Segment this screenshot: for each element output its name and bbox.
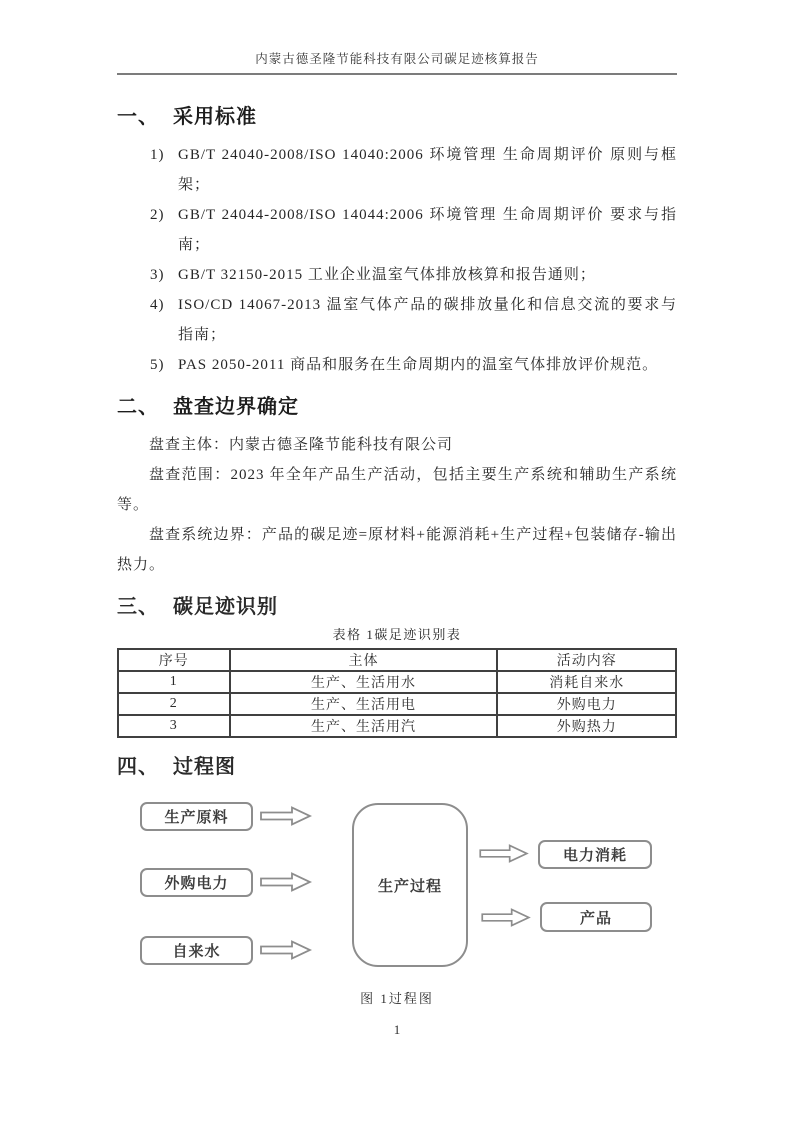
arrow-right-icon <box>481 908 531 927</box>
list-item <box>117 350 677 380</box>
output-box-electricity-consumption: 电力消耗 <box>538 840 652 869</box>
table-row <box>118 715 676 737</box>
list-item <box>117 140 677 200</box>
paragraph-system-boundary: 盘查系统边界：产品的碳足迹=原材料+能源消耗+生产过程+包装储存-输出热力。 <box>117 527 677 573</box>
paragraph-inventory-subject: 盘查主体：内蒙古德圣隆节能科技有限公司 <box>149 437 454 453</box>
input-box-purchased-electricity: 外购电力 <box>140 868 253 897</box>
section-heading-boundary <box>117 394 677 420</box>
table-row <box>118 671 676 693</box>
list-item <box>117 290 677 350</box>
figure-caption: 图 1过程图 <box>360 991 434 1006</box>
section-number: 一、 <box>117 106 159 128</box>
cell-index: 2 <box>118 693 230 715</box>
cell-activity: 外购热力 <box>497 715 676 737</box>
section-number: 二、 <box>117 396 159 418</box>
document-body <box>117 96 677 780</box>
section-title: 采用标准 <box>173 106 257 128</box>
list-item-number: 2) <box>150 207 165 223</box>
input-box-raw-materials: 生产原料 <box>140 802 253 831</box>
list-item-text: PAS 2050-2011 商品和服务在生命周期内的温室气体排放评价规范。 <box>178 357 659 373</box>
page-header <box>117 51 677 75</box>
cell-subject: 生产、生活用水 <box>230 671 498 693</box>
list-item-number: 5) <box>150 357 165 373</box>
table-caption: 表格 1碳足迹识别表 <box>332 627 462 642</box>
list-item <box>117 200 677 260</box>
header-title: 内蒙古德圣隆节能科技有限公司碳足迹核算报告 <box>255 52 539 66</box>
table-header-row <box>118 649 676 671</box>
arrow-right-icon <box>260 940 312 960</box>
arrow-right-icon <box>260 806 312 826</box>
cell-subject: 生产、生活用电 <box>230 693 498 715</box>
list-item-number: 3) <box>150 267 165 283</box>
section-title: 盘查边界确定 <box>173 396 299 418</box>
col-header-activity: 活动内容 <box>497 649 676 671</box>
arrow-right-icon <box>260 872 312 892</box>
carbon-footprint-table <box>117 648 677 738</box>
section-number: 四、 <box>117 756 159 778</box>
standards-list <box>117 140 677 380</box>
section-title: 过程图 <box>173 756 236 778</box>
arrow-right-icon <box>479 844 529 863</box>
list-item-number: 4) <box>150 297 165 313</box>
input-box-tap-water: 自来水 <box>140 936 253 965</box>
output-box-product: 产品 <box>540 902 652 932</box>
list-item-text: GB/T 24040-2008/ISO 14040:2006 环境管理 生命周期评价 原则与框架； <box>178 147 677 193</box>
list-item-number: 1) <box>150 147 165 163</box>
section-number: 三、 <box>117 596 159 618</box>
cell-index: 1 <box>118 671 230 693</box>
col-header-index: 序号 <box>118 649 230 671</box>
list-item-text: GB/T 32150-2015 工业企业温室气体排放核算和报告通则； <box>178 267 596 283</box>
page-number: 1 <box>393 1022 401 1037</box>
paragraph-inventory-scope: 盘查范围：2023 年全年产品生产活动，包括主要生产系统和辅助生产系统等。 <box>117 467 677 513</box>
process-box-production: 生产过程 <box>352 803 468 967</box>
section-heading-identification <box>117 594 677 620</box>
process-flow-diagram <box>0 782 794 988</box>
cell-activity: 消耗自来水 <box>497 671 676 693</box>
cell-index: 3 <box>118 715 230 737</box>
col-header-subject: 主体 <box>230 649 498 671</box>
section-heading-process-diagram <box>117 754 677 780</box>
table-row <box>118 693 676 715</box>
list-item-text: ISO/CD 14067-2013 温室气体产品的碳排放量化和信息交流的要求与指南； <box>178 297 677 343</box>
list-item <box>117 260 677 290</box>
cell-subject: 生产、生活用汽 <box>230 715 498 737</box>
section-title: 碳足迹识别 <box>173 596 278 618</box>
section-heading-standards <box>117 104 677 130</box>
list-item-text: GB/T 24044-2008/ISO 14044:2006 环境管理 生命周期评价 要求与指南； <box>178 207 677 253</box>
cell-activity: 外购电力 <box>497 693 676 715</box>
